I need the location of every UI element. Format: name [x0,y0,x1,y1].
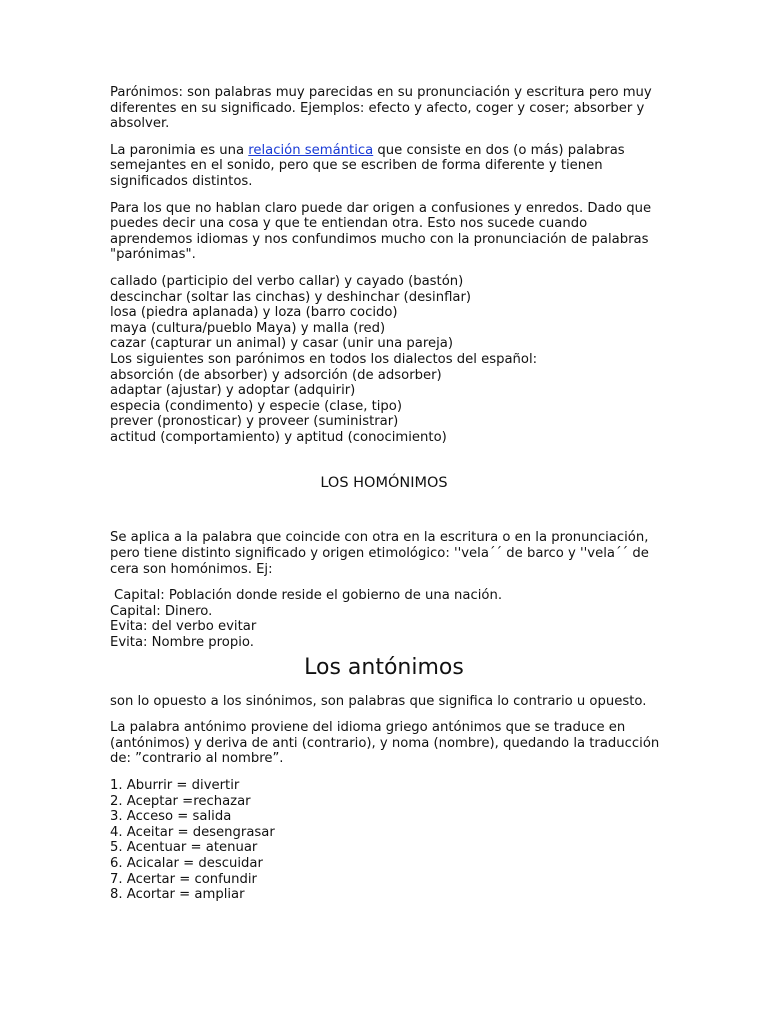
homonimos-examples [110,588,670,650]
paronimia-text-after: que consiste en dos (o más) palabras semejantes en el sonido, pero que se escriben de forma diferente y tienen significados distintos. [110,142,625,189]
spacer [110,492,670,530]
antonimos-list [110,778,670,903]
confusiones-paragraph: Para los que no hablan claro puede dar origen a confusiones y enredos. Dado que puedes decir una cosa y que te entiendan otra. Esto nos sucede cuando aprendemos idiomas y nos confundimos mucho con la pronunciación de palabras "parónimas". [110,200,652,263]
antonimos-origen: La palabra antónimo proviene del idioma griego antónimos que se traduce en (antónimos) y deriva de anti (contrario), y noma (nombre), quedando la traducción de: ”contrario al nombre”. [110,720,660,767]
list-item: Evita: Nombre propio. [110,635,254,651]
homonimos-heading: LOS HOMÓNIMOS [320,475,448,492]
list-item: 6. Acicalar = descuidar [110,855,263,871]
paronimia-paragraph [110,143,670,190]
list-item: cazar (capturar un animal) y casar (unir una pareja) [110,336,453,352]
list-item: Capital: Población donde reside el gobierno de una nación. [114,588,503,604]
list-item: prever (pronosticar) y proveer (suministrar) [110,414,399,430]
list-item: maya (cultura/pueblo Maya) y malla (red) [110,320,386,336]
list-item: actitud (comportamiento) y aptitud (conocimiento) [110,429,447,445]
document-body [110,85,670,914]
list-item: losa (piedra aplanada) y loza (barro cocido) [110,305,398,321]
paronimia-text-before: La paronimia es una [110,142,249,158]
list-item: descinchar (soltar las cinchas) y deshinchar (desinflar) [110,289,472,305]
list-item: adaptar (ajustar) y adoptar (adquirir) [110,383,356,399]
list-item: 8. Acortar = ampliar [110,887,245,903]
list-item: 7. Acertar = confundir [110,871,257,887]
antonimos-definition: son lo opuesto a los sinónimos, son palabras que significa lo contrario u opuesto. [110,693,647,709]
paronimos-definition: Parónimos: son palabras muy parecidas en su pronunciación y escritura pero muy diferentes en su significado. Ejemplos: efecto y afecto, coger y coser; absorber y absolver. [110,85,652,132]
list-item: absorción (de absorber) y adsorción (de adsorber) [110,367,442,383]
list-item: 2. Aceptar =rechazar [110,793,251,809]
list-item: especia (condimento) y especie (clase, tipo) [110,398,403,414]
homonimos-definition: Se aplica a la palabra que coincide con otra en la escritura o en la pronunciación, pero tiene distinto significado y origen etimológico: ''vela´´ de barco y ''vela´´ de cera son homónimos. Ej: [110,530,649,577]
list-item: Evita: del verbo evitar [110,619,257,635]
list-item: Los siguientes son parónimos en todos los dialectos del español: [110,351,538,367]
antonimos-heading: Los antónimos [304,654,464,680]
list-item: Capital: Dinero. [110,603,213,619]
list-item: 4. Aceitar = desengrasar [110,824,275,840]
relacion-semantica-link[interactable]: relación semántica [248,142,374,158]
paronimos-list [110,274,670,446]
list-item: 1. Aburrir = divertir [110,778,240,793]
list-item: callado (participio del verbo callar) y cayado (bastón) [110,273,464,289]
list-item: 3. Acceso = salida [110,809,232,825]
list-item: 5. Acentuar = atenuar [110,840,258,856]
